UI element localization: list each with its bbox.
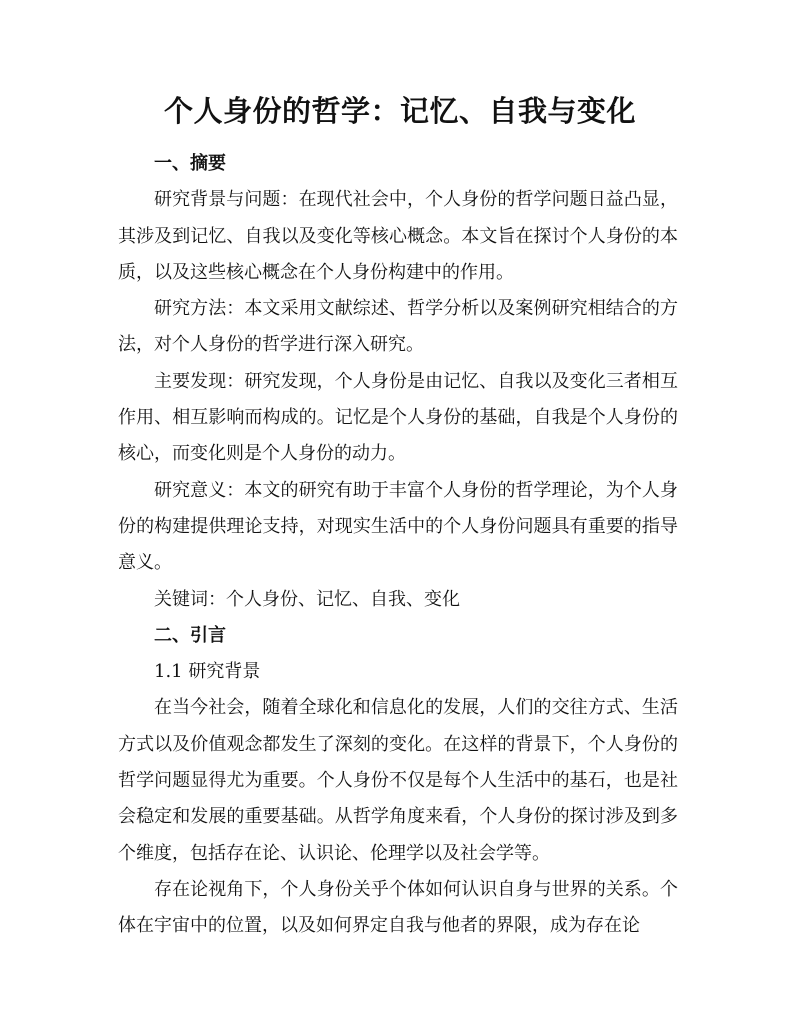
keywords-paragraph: 关键词：个人身份、记忆、自我、变化 [154,588,460,610]
document-body [118,146,678,945]
section-heading-abstract: 一、摘要 [154,153,226,174]
abstract-method-paragraph: 研究方法：本文采用文献综述、哲学分析以及案例研究相结合的方法，对个人身份的哲学进行深入研究。 [118,298,678,356]
introduction-paragraph: 在当今社会，随着全球化和信息化的发展，人们的交往方式、生活方式以及价值观念都发生了深刻的变化。在这样的背景下，个人身份的哲学问题显得尤为重要。个人身份不仅是每个人生活中的基石，也是社会稳定和发展的重要基础。从哲学角度来看，个人身份的探讨涉及到多个维度，包括存在论、认识论、伦理学以及社会学等。 [118,697,678,864]
abstract-findings-paragraph: 主要发现：研究发现，个人身份是由记忆、自我以及变化三者相互作用、相互影响而构成的。记忆是个人身份的基础，自我是个人身份的核心，而变化则是个人身份的动力。 [118,370,678,465]
document-title: 个人身份的哲学：记忆、自我与变化 [163,94,636,128]
abstract-background-paragraph: 研究背景与问题：在现代社会中，个人身份的哲学问题日益凸显，其涉及到记忆、自我以及变化等核心概念。本文旨在探讨个人身份的本质，以及这些核心概念在个人身份构建中的作用。 [118,189,678,283]
introduction-paragraph: 存在论视角下，个人身份关乎个体如何认识自身与世界的关系。个体在宇宙中的位置，以及如何界定自我与他者的界限，成为存在论 [118,878,678,937]
abstract-significance-paragraph: 研究意义：本文的研究有助于丰富个人身份的哲学理论，为个人身份的构建提供理论支持，对现实生活中的个人身份问题具有重要的指导意义。 [118,479,678,574]
subsection-heading-research-background: 1.1 研究背景 [154,661,261,683]
section-heading-introduction: 二、引言 [154,624,226,646]
